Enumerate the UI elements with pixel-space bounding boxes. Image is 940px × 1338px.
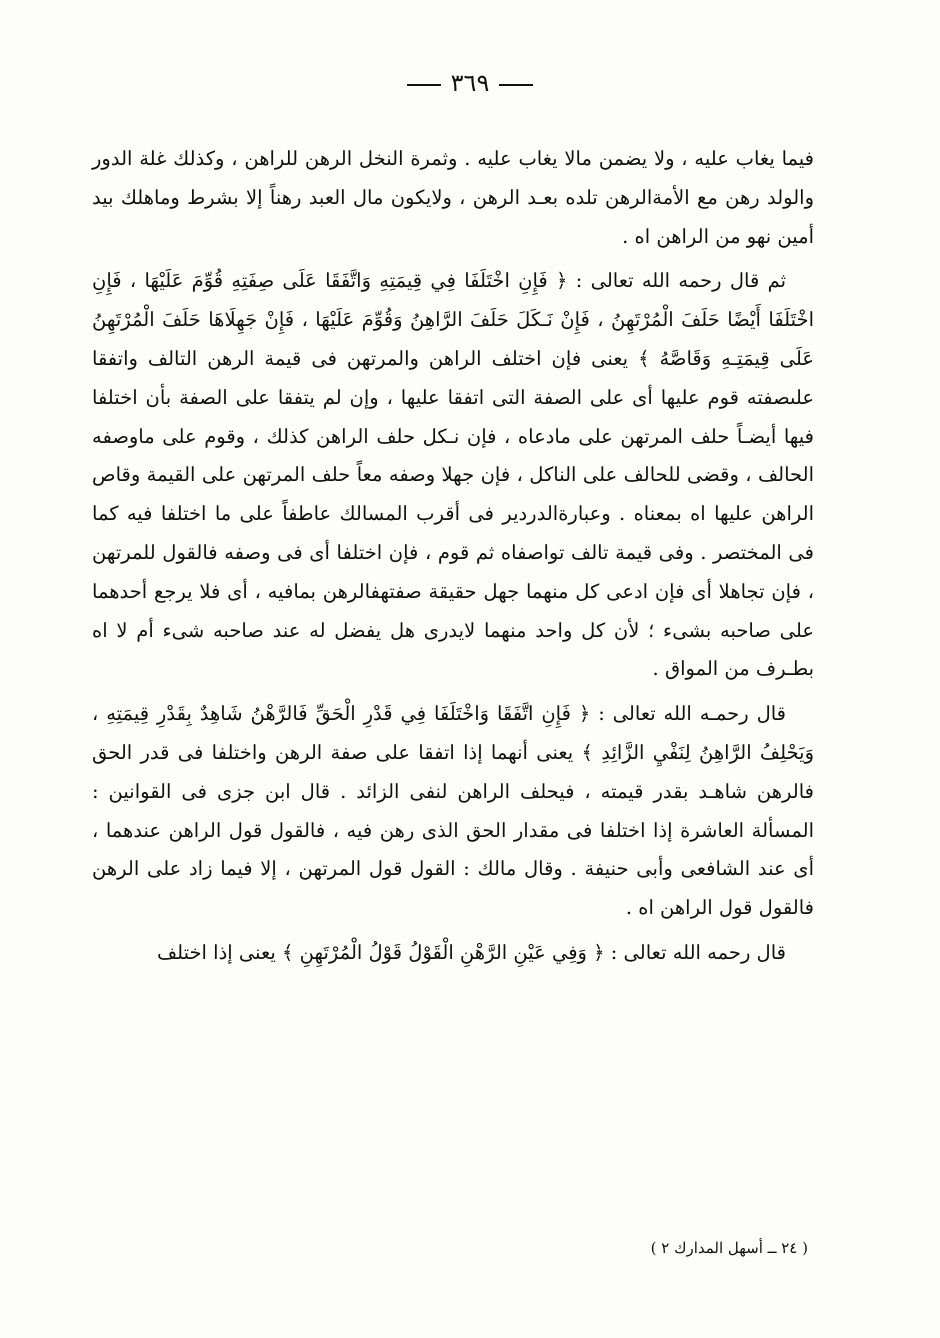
- footer-signature: ( ٢٤ ــ أسهل المدارك ٢ ): [650, 1239, 808, 1257]
- page-number-header: [0, 68, 940, 98]
- left-dash: [407, 84, 441, 86]
- page-number: ٣٦٩: [450, 69, 490, 97]
- paragraph-3: قال رحمـه الله تعالى : ﴿ فَإِنِ اتَّفَقَا وَاخْتَلَفَا فِي قَدْرِ الْحَقِّ فَالرَّهْنُ شَاهِدٌ بِقَدْرِ قِيمَتِهِ ، وَيَحْلِفُ الرَّاهِنُ لِنَفْيِ الزَّائِدِ ﴾ يعنى أنهما إذا اتفقا على صفة الرهن واختلفا فى قدر الحق فالرهن شاهـد بقدر قيمته ، فيحلف الراهن لنفى الزائد . قال ابن جزى فى القوانين : المسألة العاشرة إذا اختلفا فى مقدار الحق الذى رهن فيه ، فالقول قول الراهن عندهما ، أى عند الشافعى وأبى حنيفة . وقال مالك : القول قول المرتهن ، إلا فيما زاد على الرهن فالقول قول الراهن اه .: [92, 702, 814, 920]
- paragraph-2: ثم قال رحمه الله تعالى : ﴿ فَإِنِ اخْتَلَفَا فِي قِيمَتِهِ وَاتَّفَقَا عَلَى صِفَتِهِ قُوِّمَ عَلَيْهَا ، فَإِنِ اخْتَلَفَا أَيْضًا حَلَفَ الْمُرْتَهِنُ ، فَإِنْ نَـكَلَ حَلَفَ الرَّاهِنُ وَقُوِّمَ عَلَيْهَا ، فَإِنْ جَهِلَاهَا حَلَفَ الْمُرْتَهِنُ عَلَى قِيمَتِـهِ وَقَاصَّهُ ﴾ يعنى فإن اختلف الراهن والمرتهن فى قيمة الرهن التالف واتفقا علىصفته قوم عليها أى على الصفة التى اتفقا عليها ، وإن لم يتفقا على الصفة بأن اختلفا فيها أيضـاً حلف المرتهن على مادعاه ، فإن نـكل حلف الراهن كذلك ، وقوم على ماوصفه الحالف ، وقضى للحالف على الناكل ، فإن جهلا وصفه معاً حلف المرتهن على القيمة وقاص الراهن عليها اه بمعناه . وعبارةالدردير فى أقرب المسالك عاطفاً على ما اختلفا فيه كما فى المختصر . وفى قيمة تالف تواصفاه ثم قوم ، فإن اختلفا أى فى وصفه فالقول للمرتهن ، فإن تجاهلا أى فإن ادعى كل منهما جهل حقيقة صفتهفالرهن بمافيه ، أى فلا يرجع أحدهما على صاحبه بشىء ؛ لأن كل واحد منهما لايدرى هل يفضل له عند صاحبه شىء أم لا اه بطـرف من المواق .: [92, 269, 814, 681]
- paragraph-4: قال رحمه الله تعالى : ﴿ وَفِي عَيْنِ الرَّهْنِ الْقَوْلُ قَوْلُ الْمُرْتَهِنِ ﴾ يعنى إذا اختلف: [156, 940, 786, 964]
- right-dash: [499, 84, 533, 86]
- paragraph-1: فيما يغاب عليه ، ولا يضمن مالا يغاب عليه . وثمرة النخل الرهن للراهن ، وكذلك غلة الدور والولد رهن مع الأمةالرهن تلده بعـد الرهن ، ولايكون مال العبد رهناً إلا بشرط وماهلك بيد أمين نهو من الراهن اه .: [92, 147, 814, 248]
- body-text: [92, 140, 814, 979]
